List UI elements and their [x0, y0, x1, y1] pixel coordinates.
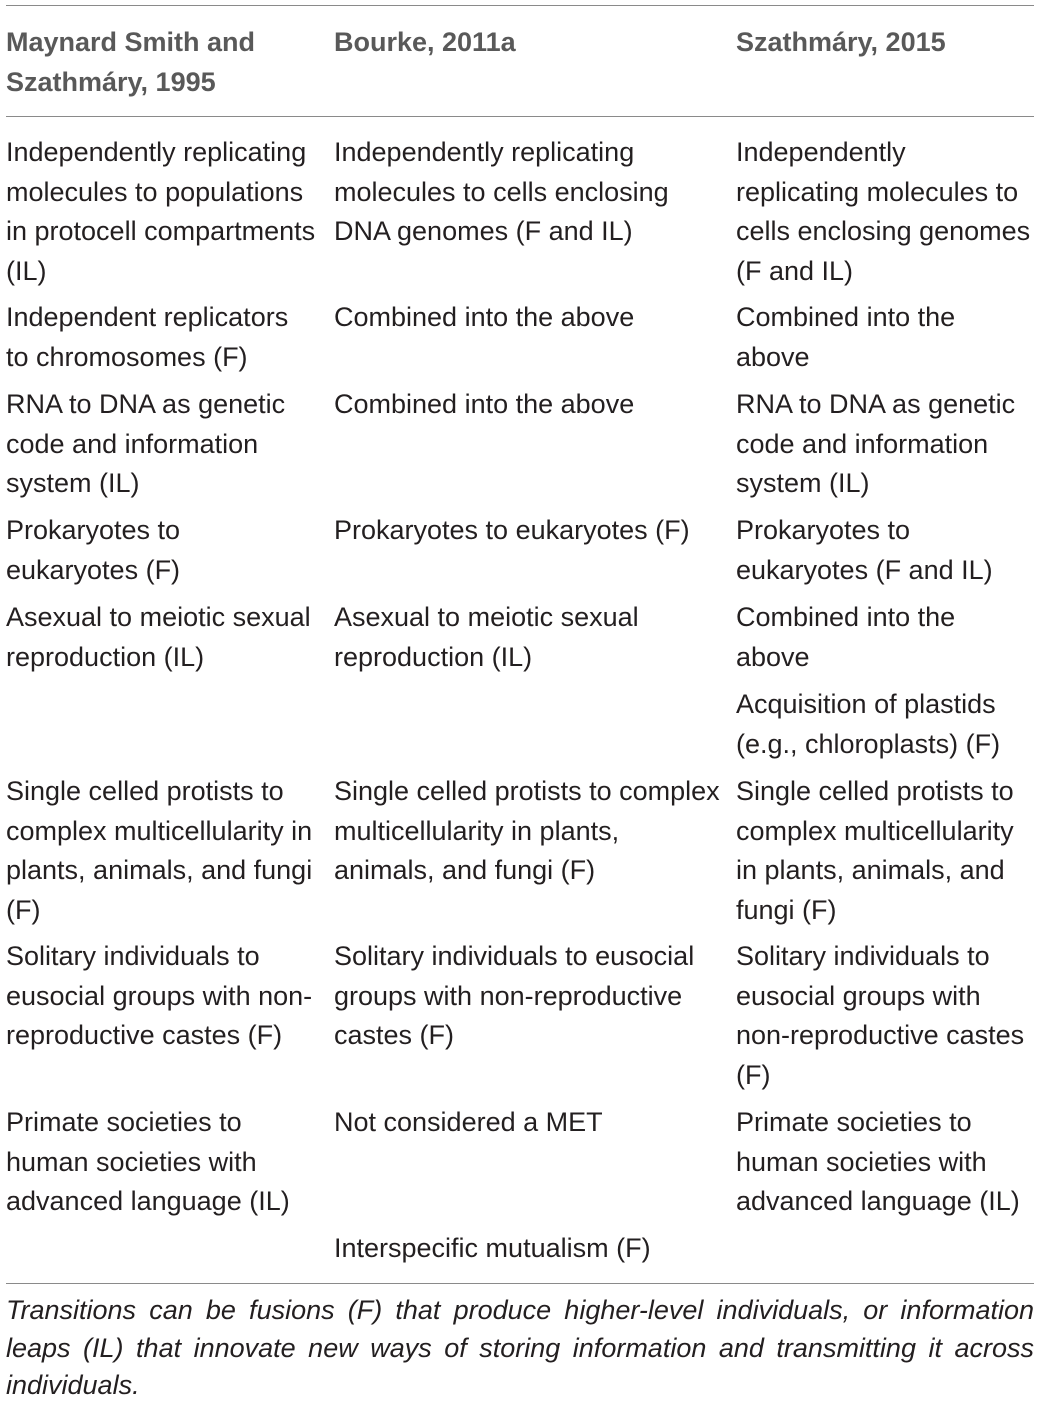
table-footer-rule	[6, 1283, 1034, 1284]
table-header-rule	[6, 116, 1034, 117]
cell-bourke: Solitary individuals to eusocial groups with non-reproductive castes (F)	[334, 941, 695, 1051]
cell-maynard-smith: RNA to DNA as genetic code and information system (IL)	[6, 389, 286, 499]
cell-bourke: Prokaryotes to eukaryotes (F)	[334, 515, 690, 545]
cell-bourke: Not considered a MET	[334, 1107, 603, 1137]
cell-szathmary: Primate societies to human societies with advanced language (IL)	[736, 1107, 1020, 1217]
table-header-row	[6, 22, 1034, 112]
cell-maynard-smith: Independent replicators to chromosomes (F)	[6, 302, 289, 372]
cell-szathmary: Prokaryotes to eukaryotes (F and IL)	[736, 515, 993, 585]
table-top-rule	[6, 5, 1034, 6]
cell-szathmary: RNA to DNA as genetic code and information system (IL)	[736, 389, 1016, 499]
cell-szathmary: Single celled protists to complex multicellularity in plants, animals, and fungi (F)	[736, 776, 1014, 925]
cell-maynard-smith: Independently replicating molecules to populations in protocell compartments (IL)	[6, 137, 316, 286]
cell-bourke: Single celled protists to complex multicellularity in plants, animals, and fungi (F)	[334, 776, 720, 886]
cell-bourke: Independently replicating molecules to cells enclosing DNA genomes (F and IL)	[334, 137, 669, 247]
cell-szathmary: Combined into the above	[736, 602, 956, 672]
cell-maynard-smith: Prokaryotes to eukaryotes (F)	[6, 515, 181, 585]
cell-bourke: Interspecific mutualism (F)	[334, 1233, 651, 1263]
cell-bourke: Asexual to meiotic sexual reproduction (IL)	[334, 602, 639, 672]
header-maynard-smith: Maynard Smith and Szathmáry, 1995	[6, 27, 256, 97]
cell-maynard-smith: Single celled protists to complex multicellularity in plants, animals, and fungi (F)	[6, 776, 313, 925]
cell-maynard-smith: Solitary individuals to eusocial groups with non-reproductive castes (F)	[6, 941, 313, 1051]
table-footnote: Transitions can be fusions (F) that produce higher-level individuals, or information leaps (IL) that innovate new ways of storing information and transmitting it across individuals.	[6, 1295, 1034, 1400]
header-szathmary: Szathmáry, 2015	[736, 27, 946, 57]
header-bourke: Bourke, 2011a	[334, 27, 516, 57]
cell-szathmary: Acquisition of plastids (e.g., chloroplasts) (F)	[736, 689, 1001, 759]
cell-maynard-smith: Primate societies to human societies with advanced language (IL)	[6, 1107, 290, 1217]
cell-maynard-smith: Asexual to meiotic sexual reproduction (IL)	[6, 602, 311, 672]
cell-szathmary: Combined into the above	[736, 302, 956, 372]
cell-szathmary: Independently replicating molecules to cells enclosing genomes (F and IL)	[736, 137, 1031, 286]
cell-bourke: Combined into the above	[334, 302, 635, 332]
cell-bourke: Combined into the above	[334, 389, 635, 419]
cell-szathmary: Solitary individuals to eusocial groups with non-reproductive castes (F)	[736, 941, 1025, 1090]
